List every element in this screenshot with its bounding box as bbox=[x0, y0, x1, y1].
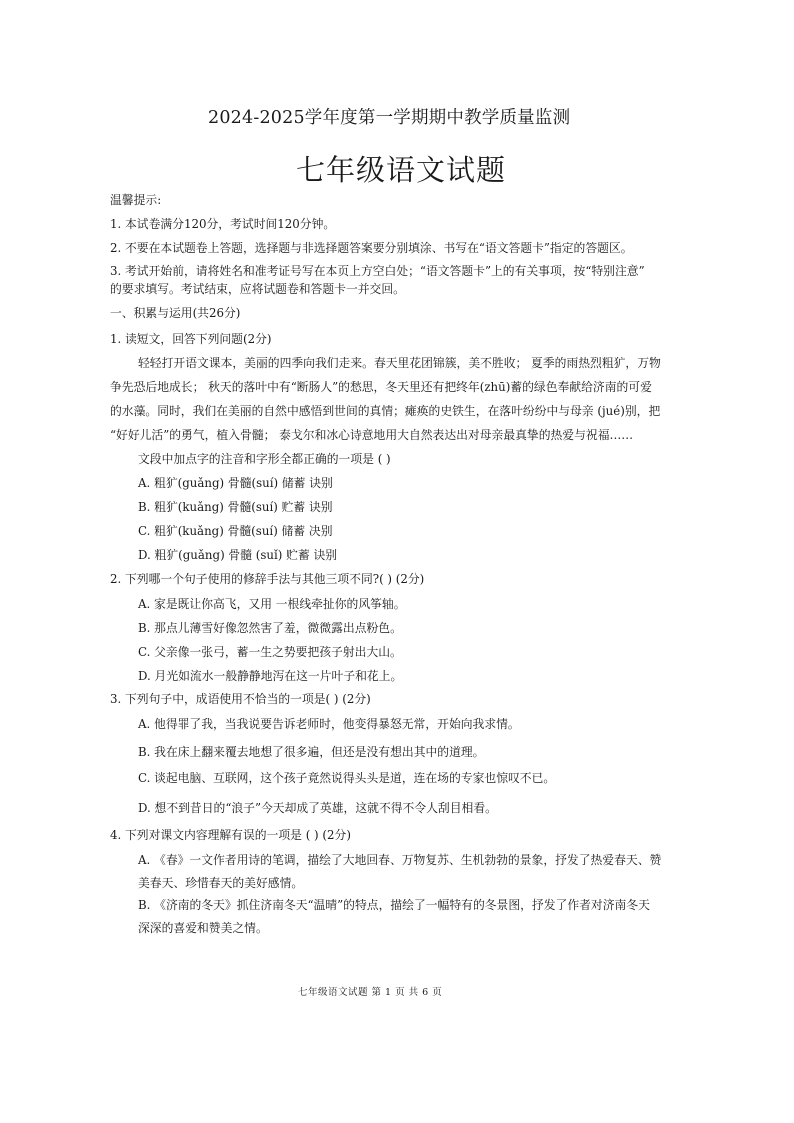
question-4-option-a: A. 《春》一文作者用诗的笔调，描绘了大地回春、万物复苏、生机勃勃的景象，抒发了热爱春天、赞 bbox=[138, 853, 662, 867]
question-1-stem: 1. 读短文，回答下列问题(2分) bbox=[110, 332, 272, 346]
question-3-option-a: A. 他得罪了我，当我说要告诉老师时，他变得暴怒无常，开始向我求情。 bbox=[138, 717, 520, 731]
question-3-option-c: C. 谈起电脑、互联网，这个孩子竟然说得头头是道，连在场的专家也惊叹不已。 bbox=[138, 771, 556, 785]
question-2-option-d: D. 月光如流水一般静静地泻在这一片叶子和花上。 bbox=[138, 669, 403, 683]
tip-item-2: 2. 不要在本试题卷上答题，选择题与非选择题答案要分别填涂、书写在“语文答题卡”指定的答题区。 bbox=[110, 241, 633, 255]
question-3-option-d: D. 想不到昔日的“浪子”今天却成了英雄，这就不得不令人刮目相看。 bbox=[138, 801, 497, 815]
question-4-stem: 4. 下列对课文内容理解有误的一项是 ( ) (2分) bbox=[110, 828, 351, 842]
exam-title: 七年级语文试题 bbox=[296, 153, 507, 187]
page-footer: 七年级语文试题 第 1 页 共 6 页 bbox=[298, 987, 443, 998]
question-1-prompt: 文段中加点字的注音和字形全都正确的一项是 ( ) bbox=[138, 452, 391, 466]
tip-item-3: 3. 考试开始前，请将姓名和准考证号写在本页上方空白处；“语文答题卡”上的有关事项，按“特别注意” bbox=[110, 264, 645, 278]
question-4-option-a-continued: 美春天、珍惜春天的美好感情。 bbox=[138, 876, 304, 890]
question-4-option-b-continued: 深深的喜爱和赞美之情。 bbox=[138, 921, 268, 935]
question-2-option-c: C. 父亲像一张弓，蓄一生之势要把孩子射出大山。 bbox=[138, 645, 402, 659]
tip-item-1: 1. 本试卷满分120分，考试时间120分钟。 bbox=[110, 217, 336, 231]
passage-line-1: 轻轻打开语文课本，美丽的四季向我们走来。春天里花团锦簇，美不胜收； 夏季的雨热烈粗犷，万物 bbox=[138, 356, 661, 370]
tip-item-3-continued: 的要求填写。考试结束，应将试题卷和答题卡一并交回。 bbox=[110, 282, 405, 296]
passage-line-3: 的水藻。同时，我们在美丽的自然中感悟到世间的真情；瘫痪的史铁生，在落叶纷纷中与母亲 (jué)别，把 bbox=[110, 404, 661, 418]
question-3-stem: 3. 下列句子中，成语使用不恰当的一项是( ) (2分) bbox=[110, 692, 371, 706]
tips-heading: 温馨提示: bbox=[110, 193, 162, 207]
question-2-option-b: B. 那点儿薄雪好像忽然害了羞，微微露出点粉色。 bbox=[138, 621, 402, 635]
question-4-option-b: B. 《济南的冬天》抓住济南冬天“温晴”的特点，描绘了一幅特有的冬景图，抒发了作者对济南冬天 bbox=[138, 898, 650, 912]
passage-line-4: “好好儿活”的勇气，植入骨髓； 泰戈尔和冰心诗意地用大自然表达出对母亲最真挚的热爱与祝福…… bbox=[110, 428, 634, 442]
question-2-stem: 2. 下列哪一个句子使用的修辞手法与其他三项不同?( ) (2分) bbox=[110, 572, 425, 586]
question-1-option-a: A. 粗犷(guǎng) 骨髓(suí) 储蓄 诀别 bbox=[138, 476, 333, 490]
passage-line-2: 争先恐后地成长； 秋天的落叶中有“断肠人”的愁思，冬天里还有把终年(zhū)蓄的绿色奉献给济南的可爱 bbox=[110, 380, 652, 394]
question-1-option-c: C. 粗犷(kuǎng) 骨髓(suí) 储蓄 决别 bbox=[138, 524, 333, 538]
exam-supertitle: 2024-2025学年度第一学期期中教学质量监测 bbox=[208, 108, 571, 128]
question-3-option-b: B. 我在床上翻来覆去地想了很多遍，但还是没有想出其中的道理。 bbox=[138, 745, 485, 759]
question-1-option-d: D. 粗犷(guǎng) 骨髓 (suǐ) 贮蓄 诀别 bbox=[138, 548, 338, 562]
question-1-option-b: B. 粗犷(kuǎng) 骨髓(suí) 贮蓄 诀别 bbox=[138, 500, 333, 514]
section-heading: 一、积累与运用(共26分) bbox=[110, 306, 241, 320]
question-2-option-a: A. 家是既让你高飞，又用 一根线牵扯你的风筝轴。 bbox=[138, 597, 406, 611]
